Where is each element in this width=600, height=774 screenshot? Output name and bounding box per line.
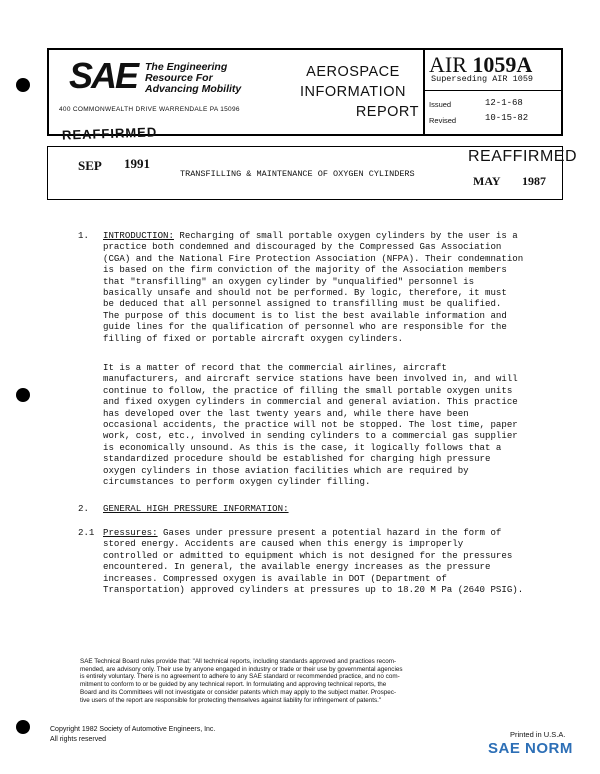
report-type [283, 50, 423, 134]
tagline-line: Resource For [145, 72, 213, 84]
logo-area [49, 50, 283, 134]
notice-line: tive users of the report are responsible for protecting themselves against liability for infringement of patents." [80, 696, 382, 704]
text-line: It is a matter of record that the commercial airlines, aircraft [103, 362, 447, 373]
punch-hole-bottom [16, 720, 30, 734]
notice-line: is entirely voluntary. There is no agreement to adhere to any SAE standard or recommended practice, and no com- [80, 673, 400, 681]
text-line: oxygen cylinders in those aviation facilities which are required by [103, 464, 469, 476]
issued-label: Issued [429, 100, 452, 109]
text-line: be deduced that all personnel assigned to transfilling must be qualified. [103, 298, 502, 310]
superseding: Superseding AIR 1059 [431, 74, 534, 84]
address: 400 COMMONWEALTH DRIVE WARRENDALE PA 15096 [59, 106, 240, 113]
text-line: basically unsafe and should not be performed. By logic, therefore, it must [103, 287, 507, 299]
intro-paragraph-2 [103, 362, 518, 487]
document-number [429, 54, 532, 76]
sep-month: SEP [78, 158, 102, 173]
section-heading: GENERAL HIGH PRESSURE INFORMATION: [103, 503, 289, 514]
reaffirmed-stamp-top: REAFFIRMED [61, 124, 158, 143]
tagline-line: The Engineering [145, 61, 228, 73]
sae-norm-watermark: SAE NORM [488, 740, 573, 757]
text-line: encountered. In general, the available energy increases as the pressure [103, 561, 491, 573]
punch-hole-top [16, 78, 30, 92]
intro-paragraph-1 [103, 230, 523, 344]
text-line: controlled or admitted to equipment which is not designed for the pressures [103, 549, 513, 561]
text-line: The purpose of this document is to list the best available information and [103, 309, 507, 321]
rights: All rights reserved [50, 736, 107, 743]
text-line: that "transfilling" an oxygen cylinder by "unqualified" personnel is [103, 275, 475, 287]
notice-line: Board and its Committees will not investigate or consider patents which may apply to the subject matter. Prospec- [80, 688, 397, 696]
doc-prefix: AIR [429, 52, 467, 77]
text-line: is based on the firm conviction of the majority of the Association members [103, 264, 507, 276]
section-number: 1. [78, 230, 89, 241]
revised-value: 10-15-82 [485, 113, 529, 123]
notice-line: SAE Technical Board rules provide that: "All technical reports, including standards approved and practices recom- [80, 658, 397, 665]
header-box [47, 48, 563, 136]
document-number-area [423, 50, 563, 134]
text-line: Pressures: Gases under pressure present a potential hazard in the form of [103, 527, 502, 538]
technical-board-notice [80, 658, 550, 704]
sae-logo: SAE [69, 55, 138, 96]
title-line: AEROSPACE [306, 64, 400, 80]
text-line: occasional accidents, the practice will not be stopped. The lost time, paper [103, 419, 518, 431]
punch-hole-middle [16, 388, 30, 402]
text-line: has developed over the last twenty years and, while there have been [103, 407, 469, 419]
text-line: Transportation) approved cylinders at pressures up to 18.20 M Pa (2640 PSIG). [103, 584, 524, 596]
reaffirmed-stamp-right: REAFFIRMED [468, 148, 577, 165]
notice-line: mended, are advisory only. Their use by anyone engaged in industry or trade or their use by governmental agencies [80, 665, 403, 673]
text-line: filling of fixed or portable aircraft oxygen cylinders. [103, 332, 404, 344]
section-number: 2. [78, 503, 89, 514]
text-line: (CGA) and the National Fire Protection Association (NFPA). Their condemnation [103, 252, 524, 264]
text-line: guide lines for the qualification of personnel who are responsible for the [103, 321, 507, 333]
doc-number: 1059A [472, 52, 533, 77]
text-line: work, cost, etc., involved in sending cylinders to a commercial gas supplier [103, 430, 518, 442]
text-line: continue to follow, the practice of filling the small portable oxygen units [103, 384, 513, 396]
text-line: manufacturers, and aircraft service stations have been involved in, and will [103, 373, 518, 385]
title-line: REPORT [355, 104, 419, 120]
text-line: increases. Compressed oxygen is available in DOT (Department of [103, 572, 447, 584]
pressures-paragraph [103, 527, 523, 595]
subsection-heading: Pressures: [103, 527, 158, 538]
issued-value: 12-1-68 [485, 98, 523, 108]
copyright: Copyright 1982 Society of Automotive Engineers, Inc. [50, 726, 216, 733]
sep-year: 1991 [124, 156, 150, 171]
tagline [145, 62, 241, 95]
text-line: INTRODUCTION: Recharging of small portable oxygen cylinders by the user is a [103, 230, 518, 241]
title-line: INFORMATION [300, 84, 406, 100]
text-line: and fixed oxygen cylinders in commercial and general aviation. This practice [103, 396, 518, 408]
text-line: stored energy. Accidents are caused when this energy is improperly [103, 538, 464, 550]
revised-label: Revised [429, 116, 457, 125]
document-title: TRANSFILLING & MAINTENANCE OF OXYGEN CYLINDERS [180, 169, 415, 179]
text-line: standardized procedure should be established for charging high pressure [103, 453, 491, 465]
text-line: circumstances to perform oxygen cylinder filling. [103, 476, 371, 488]
may-year: 1987 [522, 174, 546, 188]
text-line: is economically unsound. As this is the case, it logically follows that a [103, 441, 502, 453]
tagline-line: Advancing Mobility [145, 83, 242, 95]
notice-line: mitment to conform to or be guided by any technical report. In formulating and approving technical reports, the [80, 681, 387, 689]
subsection-number: 2.1 [78, 527, 95, 538]
divider [425, 90, 563, 91]
text-line: practice both condemned and discouraged by the Compressed Gas Association [103, 241, 502, 253]
printed-in: Printed in U.S.A. [510, 730, 566, 739]
section-heading: INTRODUCTION: [103, 230, 174, 241]
may-month: MAY [473, 174, 501, 188]
